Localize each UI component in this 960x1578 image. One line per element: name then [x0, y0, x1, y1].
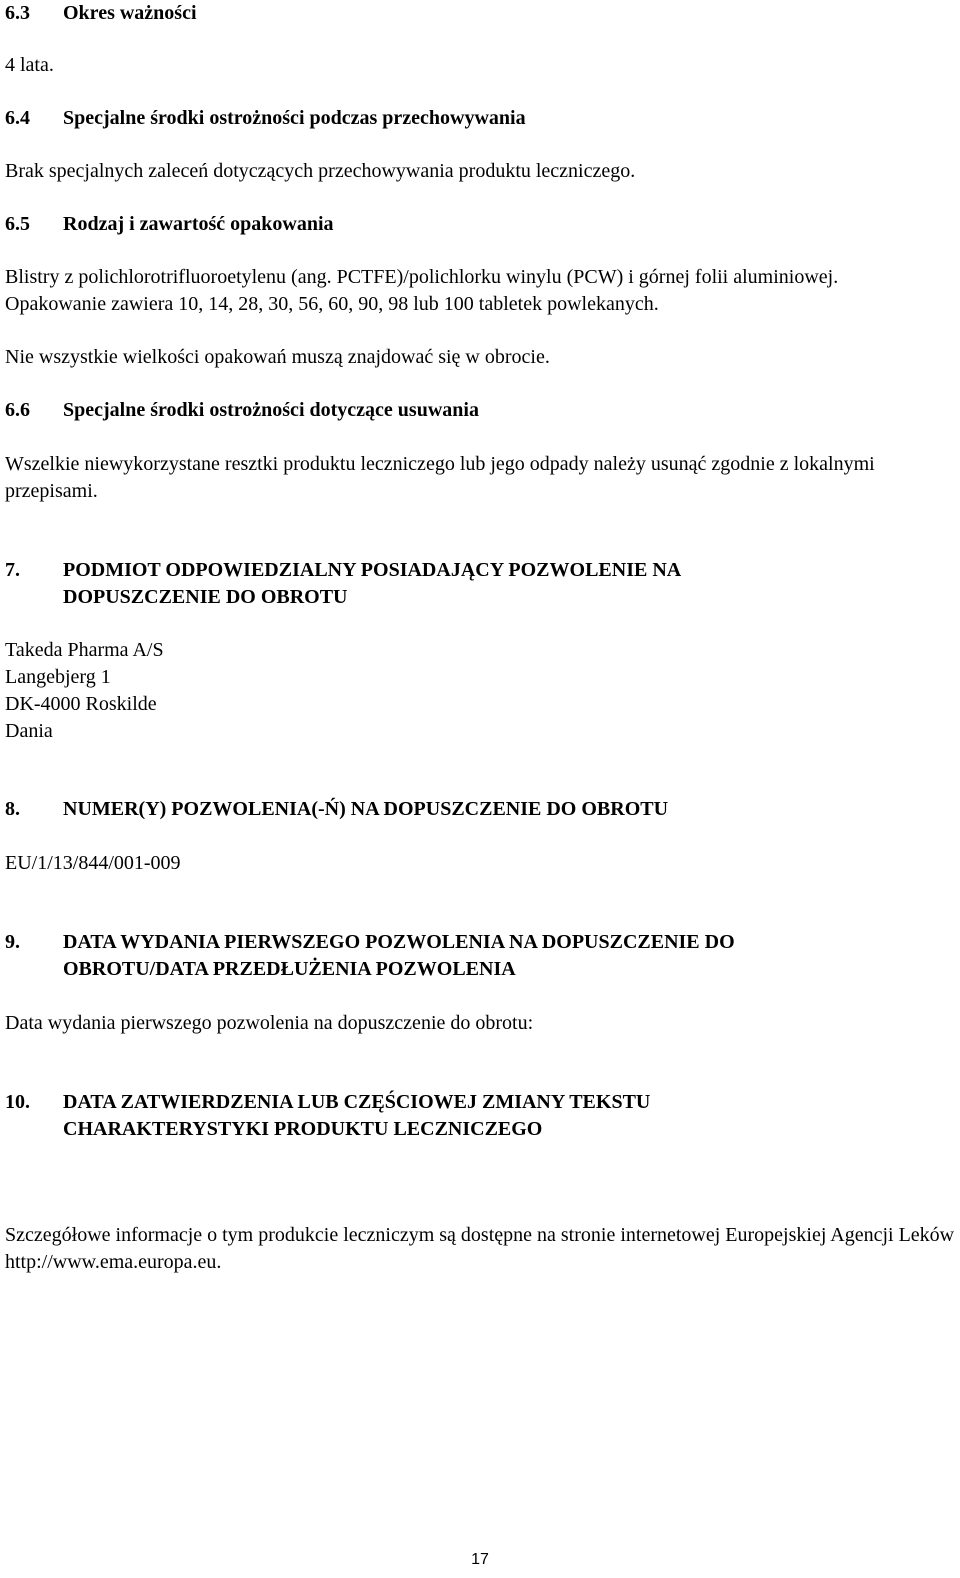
section-8-body: EU/1/13/844/001-009 [5, 852, 181, 874]
address-line: Takeda Pharma A/S [5, 639, 164, 661]
section-number: 9. [5, 931, 20, 953]
section-title: Specjalne środki ostrożności dotyczące usuwania [63, 399, 479, 421]
section-title: DATA ZATWIERDZENIA LUB CZĘŚCIOWEJ ZMIANY TEKSTU CHARAKTERYSTYKI PRODUKTU LECZNICZEGO [63, 1091, 651, 1140]
section-title: Okres ważności [63, 2, 197, 24]
section-number: 7. [5, 559, 20, 581]
ema-info-note: Szczegółowe informacje o tym produkcie leczniczym są dostępne na stronie internetowej Europejskiej Agencji Leków http://www.ema.europa.eu. [5, 1224, 955, 1273]
section-6-5-note: Nie wszystkie wielkości opakowań muszą znajdować się w obrocie. [5, 346, 550, 368]
section-title: DATA WYDANIA PIERWSZEGO POZWOLENIA NA DOPUSZCZENIE DO OBROTU/DATA PRZEDŁUŻENIA POZWOLENIA [63, 931, 735, 980]
section-number: 10. [5, 1091, 30, 1113]
address-line: Langebjerg 1 [5, 666, 111, 688]
page-number: 17 [471, 1551, 489, 1568]
address-line: DK-4000 Roskilde [5, 693, 157, 715]
section-number: 8. [5, 798, 20, 820]
section-number: 6.6 [5, 399, 30, 421]
section-6-3-body: 4 lata. [5, 54, 54, 76]
section-title: NUMER(Y) POZWOLENIA(-Ń) NA DOPUSZCZENIE DO OBROTU [63, 798, 669, 820]
section-6-6-body: Wszelkie niewykorzystane resztki produktu leczniczego lub jego odpady należy usunąć zgodnie z lokalnymi przepisami. [5, 453, 875, 502]
section-number: 6.3 [5, 2, 30, 24]
section-number: 6.4 [5, 107, 30, 129]
section-title: PODMIOT ODPOWIEDZIALNY POSIADAJĄCY POZWOLENIE NA DOPUSZCZENIE DO OBROTU [63, 559, 681, 608]
section-6-5-body: Blistry z polichlorotrifluoroetylenu (ang. PCTFE)/polichlorku winylu (PCW) i górnej folii aluminiowej. Opakowanie zawiera 10, 14, 28, 30, 56, 60, 90, 98 lub 100 tabletek powlekanych. [5, 266, 839, 315]
section-6-4-body: Brak specjalnych zaleceń dotyczących przechowywania produktu leczniczego. [5, 160, 636, 182]
section-title: Rodzaj i zawartość opakowania [63, 213, 334, 235]
section-number: 6.5 [5, 213, 30, 235]
address-line: Dania [5, 720, 53, 742]
section-title: Specjalne środki ostrożności podczas przechowywania [63, 107, 526, 129]
mah-address [5, 637, 164, 745]
section-9-body: Data wydania pierwszego pozwolenia na dopuszczenie do obrotu: [5, 1012, 534, 1034]
